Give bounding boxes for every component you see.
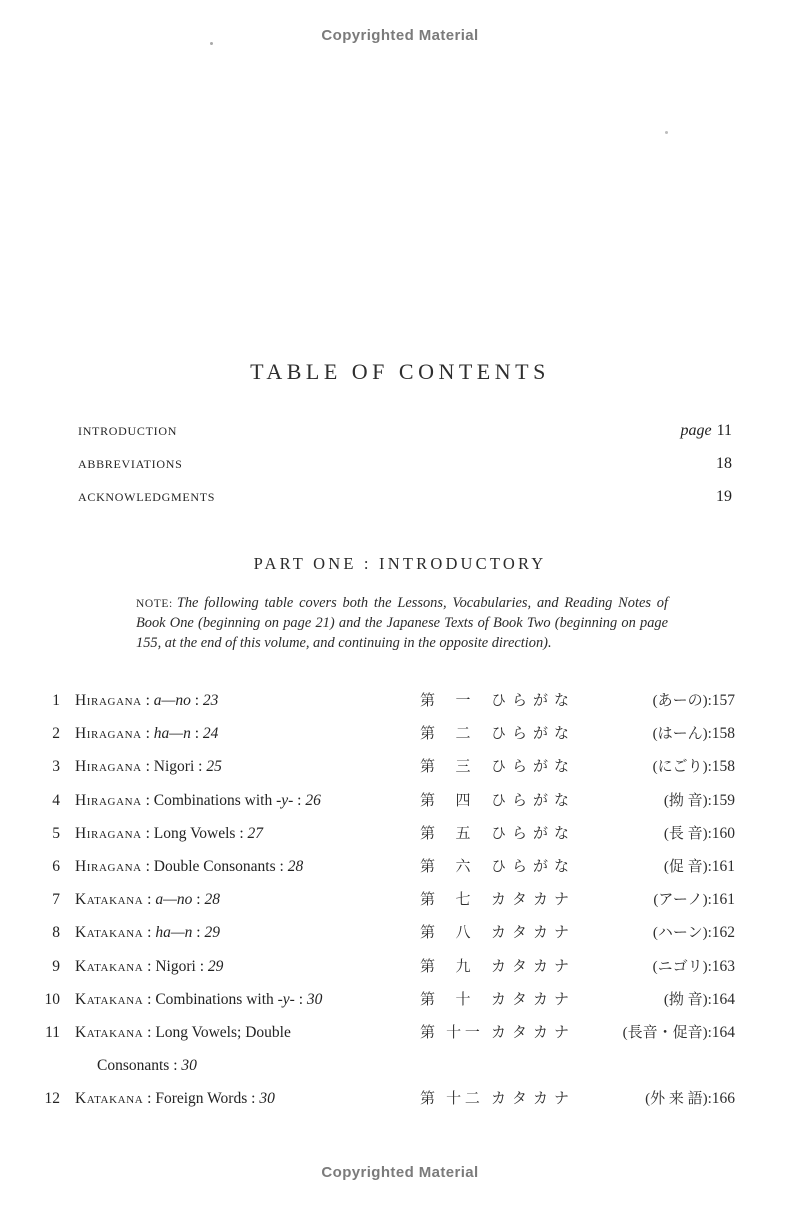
- toc-entry-japanese: [420, 983, 735, 1017]
- toc-entry-continuation-row: [0, 1049, 800, 1082]
- toc-entry-japanese: [420, 1082, 735, 1116]
- toc-entry-page-separator: :: [190, 725, 203, 743]
- toc-entry-page-separator: :: [275, 857, 288, 875]
- toc-entry-title: [75, 924, 220, 941]
- toc-entry-script-name: Hiragana: [75, 758, 142, 776]
- toc-entry-topic-italic: -y-: [276, 791, 294, 809]
- toc-entry-english: [38, 883, 220, 916]
- toc-entry-separator: :: [143, 957, 156, 975]
- toc-entry-jp-page-group: [653, 916, 735, 950]
- toc-entry-continuation: [97, 1057, 197, 1074]
- toc-entry-page: 29: [207, 957, 224, 975]
- toc-entry-title: [75, 891, 220, 908]
- toc-entry-page: 25: [206, 758, 222, 776]
- toc-entry-continuation-text: Consonants: [97, 1057, 170, 1075]
- toc-entry-japanese: [420, 883, 735, 917]
- toc-entry-english: [38, 784, 321, 817]
- page-number: 19: [716, 488, 732, 505]
- toc-entry-page-separator: :: [247, 1090, 260, 1108]
- toc-entry-jp-kana: ひらがな: [491, 693, 576, 709]
- toc-entry-jp-ordinal: 八: [455, 925, 471, 942]
- toc-entry-jp-ordinal: 五: [455, 825, 471, 842]
- toc-entry-jp-dai: 第: [420, 925, 436, 942]
- toc-entry-jp-page: 157: [711, 692, 735, 709]
- toc-entry-script-name: Katakana: [75, 1023, 144, 1041]
- toc-entry-topic: Double Consonants: [153, 857, 276, 875]
- toc-entry-row: [0, 684, 800, 717]
- toc-entry-jp-kana: カタカナ: [491, 1024, 576, 1041]
- toc-entry-page-separator: :: [235, 824, 248, 842]
- toc-entry-page-separator: :: [192, 924, 205, 942]
- toc-entry-jp-kana: ひらがな: [491, 825, 576, 842]
- toc-entry-title: [75, 825, 263, 842]
- toc-entry-jp-paren: (長 音):: [663, 825, 712, 842]
- note-paragraph: [136, 594, 668, 653]
- toc-entry-japanese: [420, 717, 735, 751]
- toc-entry-number: 12: [44, 1090, 60, 1108]
- toc-entry-jp-paren: (アーノ):: [653, 892, 712, 909]
- toc-entry-jp-ordinal: 三: [455, 759, 471, 776]
- toc-entry-jp-ordinal: 四: [455, 792, 471, 809]
- front-matter-label: ACKNOWLEDGMENTS: [78, 490, 216, 504]
- toc-entry-jp-page-group: [653, 750, 735, 784]
- toc-entry-topic: Foreign Words: [155, 1090, 248, 1108]
- toc-entry-number: 6: [52, 857, 60, 875]
- toc-entry-title: [75, 1090, 275, 1107]
- toc-entry-jp-ordinal: 十 一: [446, 1024, 480, 1041]
- toc-entry-japanese: [420, 916, 735, 950]
- toc-entry-separator: :: [143, 924, 156, 942]
- toc-entry-english: [38, 983, 322, 1016]
- toc-entry-jp-kana: ひらがな: [491, 858, 576, 875]
- toc-entry-separator: :: [143, 1090, 156, 1108]
- toc-entry-jp-paren: (拗 音):: [663, 991, 712, 1008]
- toc-list: [0, 684, 800, 1115]
- toc-entry-jp-page-group: [664, 784, 735, 818]
- toc-entry-row: [0, 1082, 800, 1115]
- toc-entry-topic: Combinations with: [155, 990, 278, 1008]
- toc-entry-japanese: [420, 784, 735, 818]
- toc-entry-jp-paren: (ニゴリ):: [652, 958, 712, 975]
- toc-entry-script-name: Hiragana: [75, 692, 142, 709]
- toc-entry-title: [75, 692, 218, 709]
- toc-entry-jp-page: 163: [711, 957, 735, 975]
- toc-entry-number: 10: [44, 990, 60, 1008]
- toc-entry-jp-paren: (にごり):: [652, 759, 712, 776]
- toc-entry-topic: Combinations with: [153, 791, 277, 809]
- toc-entry-jp-dai: 第: [420, 726, 436, 743]
- toc-entry-english: [38, 684, 218, 717]
- front-matter-row: [78, 455, 732, 488]
- toc-entry-page-separator: :: [195, 957, 208, 975]
- toc-entry-script-name: Hiragana: [75, 725, 142, 743]
- toc-entry-jp-page: 164: [711, 1023, 735, 1041]
- toc-entry-topic-italic: a—no: [153, 692, 191, 709]
- toc-entry-separator: :: [143, 891, 156, 909]
- toc-entry-page: 23: [202, 692, 219, 709]
- toc-entry-japanese: [420, 850, 735, 884]
- toc-entry-page-separator: :: [293, 791, 306, 809]
- toc-entry-jp-dai: 第: [420, 1091, 436, 1108]
- toc-entry-row: [0, 1016, 800, 1049]
- toc-entry-number: 3: [52, 758, 60, 776]
- toc-entry-title: [75, 958, 223, 975]
- toc-entry-jp-kana: カタカナ: [491, 991, 576, 1008]
- page-title: TABLE OF CONTENTS: [250, 359, 550, 384]
- toc-entry-jp-ordinal: 六: [455, 858, 471, 875]
- toc-entry-number: 7: [52, 891, 60, 909]
- toc-entry-script-name: Katakana: [75, 957, 144, 975]
- toc-entry-row: [0, 883, 800, 916]
- toc-entry-jp-page: 158: [711, 725, 735, 743]
- toc-entry-jp-ordinal: 七: [455, 892, 471, 909]
- toc-entry-japanese: [420, 950, 735, 984]
- toc-entry-topic-italic: ha—n: [153, 725, 191, 743]
- toc-entry-number: 5: [52, 824, 60, 842]
- toc-entry-jp-page-group: [653, 883, 735, 917]
- toc-entry-title: [75, 858, 303, 875]
- toc-entry-jp-page: 159: [711, 791, 735, 809]
- toc-entry-title: [75, 725, 218, 742]
- toc-entry-page: 26: [305, 791, 321, 809]
- toc-entry-jp-ordinal: 二: [455, 726, 471, 743]
- toc-entry-separator: :: [141, 857, 154, 875]
- toc-entry-jp-ordinal: 一: [455, 693, 471, 709]
- toc-entry-topic: Long Vowels: [153, 824, 236, 842]
- part-one-heading: PART ONE : INTRODUCTORY: [253, 554, 547, 573]
- toc-entry-row: [0, 750, 800, 783]
- toc-entry-jp-page: 164: [711, 990, 735, 1008]
- toc-entry-page-separator: :: [190, 692, 203, 709]
- toc-entry-jp-paren: (ハーン):: [652, 925, 712, 942]
- toc-entry-page: 28: [287, 857, 304, 875]
- toc-entry-jp-page: 162: [711, 924, 735, 942]
- toc-entry-script-name: Katakana: [75, 891, 144, 909]
- toc-entry-script-name: Hiragana: [75, 857, 142, 875]
- toc-entry-separator: :: [141, 791, 154, 809]
- toc-entry-number: 4: [52, 791, 60, 809]
- toc-entry-jp-dai: 第: [420, 958, 436, 975]
- toc-entry-jp-dai: 第: [420, 1024, 436, 1041]
- toc-entry-row: [0, 950, 800, 983]
- copyright-banner-bottom: Copyrighted Material: [321, 1164, 479, 1181]
- note-body: The following table covers both the Lessons, Vocabularies, and Reading Notes of Book One (beginning on page 21) and the Japanese Texts of Book Two (beginning on page 155, at the end of this volume, and continuing in the opposite direction).: [136, 595, 668, 651]
- toc-entry-page: 30: [306, 990, 323, 1008]
- toc-entry-continuation-page: 30: [181, 1057, 197, 1075]
- toc-entry-japanese: [420, 684, 735, 718]
- toc-entry-jp-page-group: [653, 717, 735, 751]
- toc-entry-number: 11: [45, 1023, 60, 1041]
- toc-entry-topic: Long Vowels; Double: [155, 1023, 291, 1041]
- toc-entry-continuation-separator: :: [169, 1057, 182, 1075]
- toc-entry-page-separator: :: [192, 891, 205, 909]
- toc-entry-jp-page-group: [664, 983, 735, 1017]
- toc-entry-jp-page-group: [664, 850, 735, 884]
- toc-entry-topic: Nigori: [153, 758, 195, 776]
- toc-entry-page: 24: [202, 725, 219, 743]
- toc-entry-page: 28: [204, 891, 220, 909]
- toc-entry-english: [38, 750, 222, 783]
- toc-entry-jp-kana: カタカナ: [491, 925, 576, 942]
- toc-entry-row: [0, 817, 800, 850]
- toc-entry-title: [75, 792, 321, 809]
- toc-entry-english: [38, 950, 223, 983]
- toc-entry-jp-paren: (はーん):: [652, 726, 712, 743]
- toc-entry-english: [38, 916, 220, 949]
- note-label: NOTE:: [136, 598, 173, 610]
- toc-entry-script-name: Katakana: [75, 990, 144, 1008]
- toc-entry-page: 30: [259, 1090, 275, 1108]
- front-matter-label: ABBREVIATIONS: [78, 457, 183, 471]
- toc-entry-jp-dai: 第: [420, 792, 436, 809]
- toc-entry-jp-page: 158: [711, 758, 735, 776]
- toc-entry-jp-kana: ひらがな: [491, 726, 576, 743]
- toc-entry-row: [0, 717, 800, 750]
- toc-entry-jp-dai: 第: [420, 892, 436, 909]
- toc-entry-number: 8: [52, 924, 60, 942]
- toc-entry-title: [75, 758, 222, 775]
- toc-entry-jp-dai: 第: [420, 858, 436, 875]
- toc-entry-script-name: Katakana: [75, 1090, 144, 1108]
- front-matter-label: INTRODUCTION: [78, 424, 178, 438]
- toc-entry-separator: :: [141, 758, 154, 776]
- toc-entry-jp-page: 166: [711, 1090, 735, 1108]
- toc-entry-topic-italic: -y-: [277, 990, 295, 1008]
- toc-entry-jp-dai: 第: [420, 825, 436, 842]
- toc-entry-row: [0, 850, 800, 883]
- toc-entry-script-name: Katakana: [75, 924, 144, 942]
- front-matter-row: [78, 422, 732, 455]
- page-number: 18: [716, 455, 732, 472]
- toc-entry-jp-page-group: [664, 817, 735, 851]
- toc-entry-row: [0, 983, 800, 1016]
- toc-entry-jp-page: 161: [711, 857, 735, 875]
- copyright-banner-top: Copyrighted Material: [321, 27, 479, 44]
- toc-entry-japanese: [420, 817, 735, 851]
- toc-entry-page-separator: :: [194, 758, 207, 776]
- toc-entry-page-separator: :: [294, 990, 307, 1008]
- toc-entry-jp-paren: (外 来 語):: [645, 1091, 712, 1108]
- toc-entry-row: [0, 916, 800, 949]
- toc-entry-jp-paren: (拗 音):: [663, 792, 712, 809]
- toc-entry-jp-kana: カタカナ: [491, 958, 576, 975]
- toc-entry-english: [38, 1082, 275, 1115]
- toc-entry-jp-page-group: [645, 1082, 735, 1116]
- toc-entry-jp-dai: 第: [420, 693, 436, 709]
- toc-entry-jp-paren: (促 音):: [663, 858, 712, 875]
- toc-entry-separator: :: [143, 990, 156, 1008]
- toc-entry-jp-kana: カタカナ: [491, 1091, 576, 1108]
- toc-entry-script-name: Hiragana: [75, 824, 142, 842]
- toc-entry-jp-ordinal: 九: [455, 958, 471, 975]
- toc-entry-row: [0, 784, 800, 817]
- toc-entry-jp-page-group: [653, 950, 735, 984]
- toc-entry-separator: :: [143, 1023, 156, 1041]
- toc-entry-title: [75, 1024, 291, 1041]
- toc-entry-jp-kana: カタカナ: [491, 892, 576, 909]
- toc-entry-english: [38, 1016, 291, 1049]
- toc-entry-jp-dai: 第: [420, 759, 436, 776]
- toc-entry-english: [38, 817, 263, 850]
- front-matter-row: [78, 488, 732, 521]
- toc-entry-topic-italic: a—no: [155, 891, 193, 909]
- front-matter-page: [680, 422, 732, 440]
- scan-speck: [210, 42, 213, 45]
- toc-entry-separator: :: [141, 725, 154, 743]
- toc-entry-jp-ordinal: 十: [455, 991, 471, 1008]
- toc-entry-english: [38, 850, 303, 883]
- toc-entry-jp-page: 161: [711, 891, 735, 909]
- toc-entry-english: [38, 717, 218, 750]
- page-number: 11: [716, 422, 732, 439]
- toc-entry-japanese: [420, 1016, 735, 1050]
- toc-entry-jp-ordinal: 十 二: [446, 1091, 480, 1108]
- toc-entry-separator: :: [141, 692, 154, 709]
- toc-entry-jp-page: 160: [711, 824, 735, 842]
- toc-entry-separator: :: [141, 824, 154, 842]
- toc-entry-japanese: [420, 750, 735, 784]
- toc-entry-jp-page-group: [653, 684, 735, 718]
- toc-entry-jp-dai: 第: [420, 991, 436, 1008]
- toc-entry-jp-kana: ひらがな: [491, 792, 576, 809]
- toc-entry-page: 29: [204, 924, 220, 942]
- toc-entry-jp-paren: (長音・促音):: [622, 1024, 712, 1041]
- toc-entry-jp-paren: (あーの):: [652, 693, 712, 709]
- toc-entry-number: 9: [52, 957, 60, 975]
- toc-entry-page: 27: [247, 824, 264, 842]
- toc-entry-topic: Nigori: [155, 957, 196, 975]
- toc-entry-script-name: Hiragana: [75, 791, 142, 809]
- page-word: page: [680, 422, 712, 439]
- toc-entry-number: 1: [52, 692, 60, 709]
- scan-speck: [665, 131, 668, 134]
- toc-entry-number: 2: [52, 725, 60, 743]
- front-matter-list: [78, 422, 732, 521]
- toc-entry-title: [75, 991, 322, 1008]
- toc-entry-topic-italic: ha—n: [155, 924, 193, 942]
- toc-entry-jp-kana: ひらがな: [491, 759, 576, 776]
- toc-entry-jp-page-group: [623, 1016, 735, 1050]
